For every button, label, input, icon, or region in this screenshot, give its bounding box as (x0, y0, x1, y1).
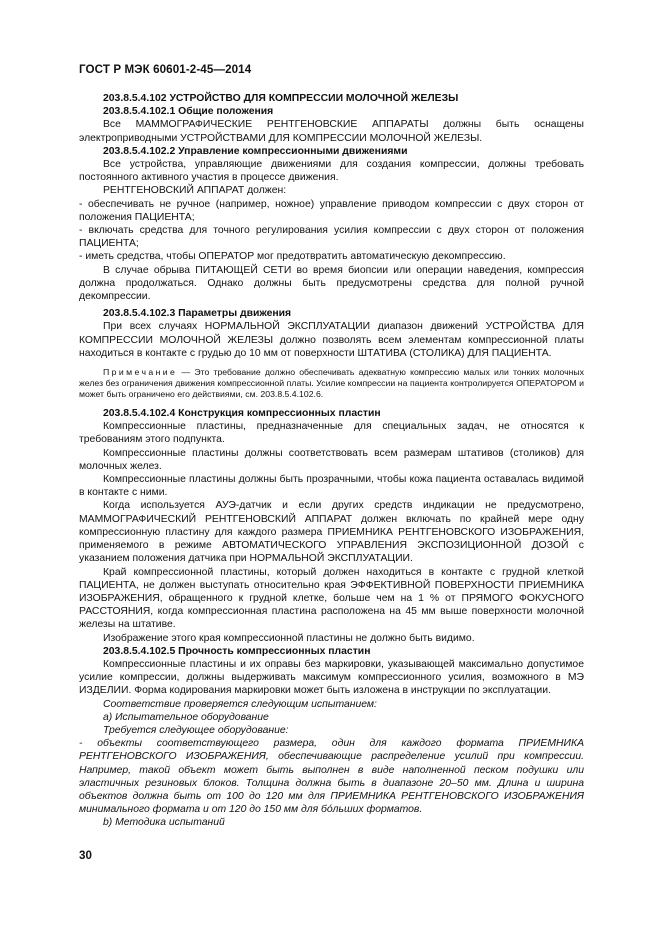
paragraph: Требуется следующее оборудование: (103, 724, 289, 736)
note-label: Примечание (103, 367, 178, 378)
paragraph: При всех случаях НОРМАЛЬНОЙ ЭКСПЛУАТАЦИИ диапазон движений УСТРОЙСТВА ДЛЯ КОМПРЕССИИ МОЛОЧНОЙ ЖЕЛЕЗЫ должно позволять всем элементам компрессионной платы находиться в контакте с грудью до 10 мм от поверхности ШТАТИВА (СТОЛИКА) ДЛЯ ПАЦИЕНТА. (79, 321, 584, 359)
paragraph: Компрессионные пластины должны быть прозрачными, чтобы кожа пациента оставалась видимой в контакте с ними. (79, 474, 584, 499)
section-heading: 203.8.5.4.102.4 Конструкция компрессионных пластин (103, 408, 381, 420)
section-heading: 203.8.5.4.102.1 Общие положения (103, 106, 274, 118)
paragraph: - обеспечивать не ручное (например, ножное) управление приводом компрессии с двух сторон от положения ПАЦИЕНТА; (79, 198, 584, 223)
paragraph: Все устройства, управляющие движениями для создания компрессии, должны требовать постоянного активного участия в процессе движения. (79, 159, 584, 184)
paragraph: Когда используется АУЭ-датчик и если других средств индикации не предусмотрено, МАММОГРАФИЧЕСКИЙ РЕНТГЕНОВСКИЙ АППАРАТ должен включать по крайней мере одну компрессионную пластину для каждого размера ПРИЕМНИКА РЕНТГЕНОВСКОГО ИЗОБРАЖЕНИЯ, применяемого в режиме АВТОМАТИЧЕСКОГО УПРАВЛЕНИЯ ЭКСПОЗИЦИОННОЙ ДОЗОЙ с указанием положения датчика при НОРМАЛЬНОЙ ЭКСПЛУАТАЦИИ. (79, 500, 584, 565)
document-header: ГОСТ Р МЭК 60601-2-45—2014 (79, 63, 252, 76)
paragraph: Компрессионные пластины и их оправы без маркировки, указывающей максимально допустимое усилие компрессии, должны выдерживать максимум компрессионного усилия, возможного в МЭ ИЗДЕЛИИ. Форма кодирования маркировки может быть изложена в инструкции по эксплуатации. (79, 658, 584, 697)
paragraph: - иметь средства, чтобы ОПЕРАТОР мог предотвратить автоматическую декомпрессию. (79, 251, 506, 263)
paragraph: Компрессионные пластины должны соответствовать всем размерам штативов (столиков) для молочных желез. (79, 447, 584, 472)
paragraph: Компрессионные пластины, предназначенные для специальных задач, не относятся к требованиям этого подпункта. (79, 421, 584, 446)
paragraph: Соответствие проверяется следующим испытанием: (103, 698, 377, 710)
paragraph: Все МАММОГРАФИЧЕСКИЕ РЕНТГЕНОВСКИЕ АППАРАТЫ должны быть оснащены электроприводными УСТРОЙСТВАМИ ДЛЯ КОМПРЕССИИ МОЛОЧНОЙ ЖЕЛЕЗЫ. (79, 119, 584, 144)
paragraph: а) Испытательное оборудование (103, 711, 269, 723)
paragraph: b) Методика испытаний (103, 817, 225, 829)
note-text: — Это требование должно обеспечивать адекватную компрессию малых или тонких молочных желез без ограничения движения компрессионной платы. Усилие компрессии на пациента контролируется ОПЕРАТОРОМ и может быть ограничено его действиями, см. 203.8.5.4.102.6. (79, 367, 584, 400)
note-paragraph (79, 367, 584, 400)
section-heading: 203.8.5.4.102.3 Параметры движения (103, 308, 292, 320)
paragraph: РЕНТГЕНОВСКИЙ АППАРАТ должен: (103, 185, 287, 197)
section-heading: 203.8.5.4.102.2 Управление компрессионными движениями (103, 145, 408, 157)
paragraph: В случае обрыва ПИТАЮЩЕЙ СЕТИ во время биопсии или операции наведения, компрессия должна продолжаться. Однако должны быть предусмотрены средства для полной ручной декомпрессии. (79, 264, 584, 303)
paragraph: Край компрессионной пластины, который должен находиться в контакте с грудной клеткой ПАЦИЕНТА, не должен выступать относительно края ЭФФЕКТИВНОЙ ПОВЕРХНОСТИ ПРИЕМНИКА ИЗОБРАЖЕНИЯ, обращенного к грудной клетке, больше чем на 1 % от ПРЯМОГО ФОКУСНОГО РАССТОЯНИЯ, когда компрессионная пластина расположена на 45 мм выше поверхности молочной железы на штативе. (79, 566, 584, 631)
document-body (79, 92, 584, 830)
paragraph: - включать средства для точного регулирования усилия компрессии с двух сторон от положения ПАЦИЕНТА; (79, 225, 584, 250)
paragraph: - объекты соответствующего размера, один для каждого формата ПРИЕМНИКА РЕНТГЕНОВСКОГО ИЗОБРАЖЕНИЯ, обеспечивающие распределение усилий при компрессии. Например, такой объект может быть выполнен в виде наполненной песком подушки или эластичных резиновых блоков. Толщина должна быть в диапазоне 20–50 мм. Длина и ширина объектов должна быть от 100 до 120 мм для ПРИЕМНИКА РЕНТГЕНОВСКОГО ИЗОБРАЖЕНИЯ минимального формата и от 120 до 150 мм для бóльших форматов. (79, 738, 584, 816)
paragraph: Изображение этого края компрессионной пластины не должно быть видимо. (103, 632, 475, 644)
section-heading: 203.8.5.4.102.5 Прочность компрессионных пластин (103, 645, 371, 657)
section-heading: 203.8.5.4.102 УСТРОЙСТВО ДЛЯ КОМПРЕССИИ МОЛОЧНОЙ ЖЕЛЕЗЫ (103, 93, 459, 104)
page-number: 30 (79, 849, 92, 862)
